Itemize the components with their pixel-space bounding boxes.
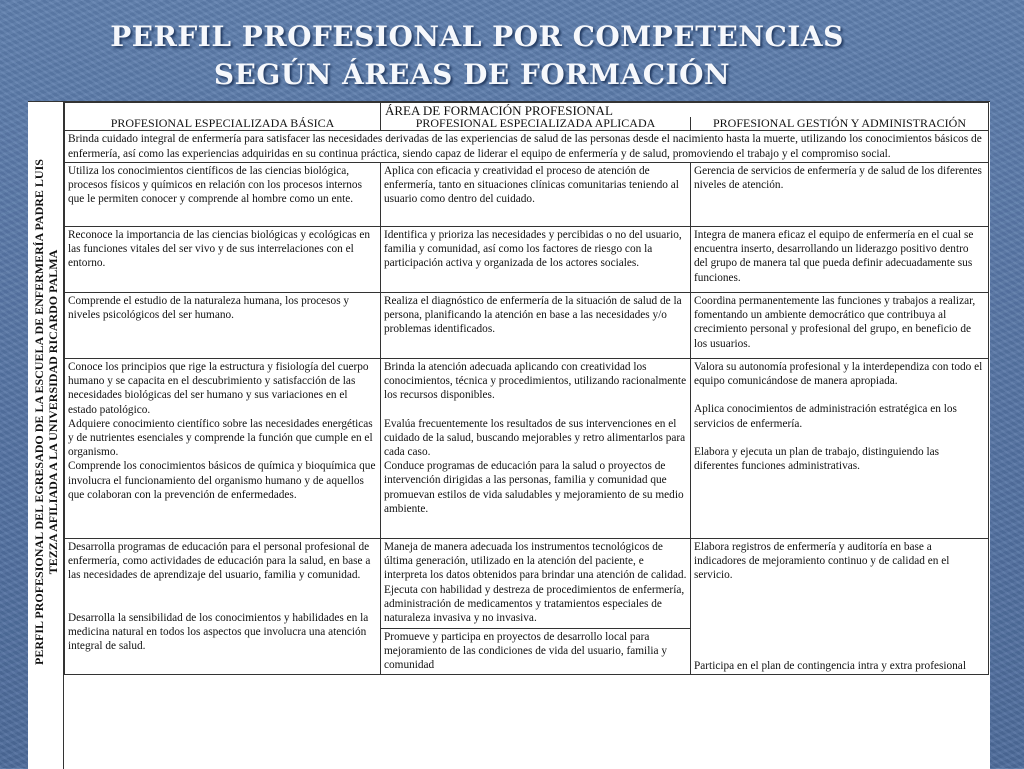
- cell-aplicada: [381, 359, 691, 539]
- competency-table-area: [64, 102, 988, 769]
- area-header-row: [65, 103, 989, 118]
- area-header-text: ÁREA DE FORMACIÓN PROFESIONAL: [385, 103, 613, 118]
- cell-gestion: Integra de manera eficaz el equipo de enfermería en el cual se encuentra inserto, desarrollando un liderazgo positivo dentro del grupo de manera tal que pueda definir adecuadamente sus funciones.: [691, 227, 989, 293]
- cell-text: Elabora y ejecuta un plan de trabajo, distinguiendo las diferentes funciones administrativas.: [694, 445, 940, 473]
- table-row: [65, 359, 989, 539]
- side-label-line-2: TEZZA AFILIADA A LA UNIVERSIDAD RICARDO PALMA: [46, 249, 60, 575]
- cell-aplicada: Promueve y participa en proyectos de desarrollo local para mejoramiento de las condiciones de vida del usuario, familia y comunidad: [381, 628, 691, 674]
- column-header-gestion: PROFESIONAL GESTIÓN Y ADMINISTRACIÓN: [691, 117, 989, 131]
- cell-basica: Comprende el estudio de la naturaleza humana, los procesos y niveles psicológicos del ser humano.: [65, 293, 381, 359]
- cell-text: Brinda la atención adecuada aplicando con creatividad los conocimientos, técnica y procedimientos, utilizando racionalmente los recursos disponibles.: [384, 361, 687, 402]
- slide-title-line-2: SEGÚN ÁREAS DE FORMACIÓN: [213, 58, 731, 91]
- cell-gestion: Gerencia de servicios de enfermería y de salud de los diferentes niveles de atención.: [691, 163, 989, 227]
- cell-text: Desarrolla programas de educación para el personal profesional de enfermería, como actividades de educación para la salud, en base a las necesidades de aprendizaje del usuario, familia y comunidad.: [68, 541, 371, 582]
- competency-table-sheet: [28, 101, 990, 769]
- cell-basica: Reconoce la importancia de las ciencias biológicas y ecológicas en las funciones vitales del ser vivo y de sus interrelaciones con el entorno.: [65, 227, 381, 293]
- column-header-row: [65, 117, 989, 131]
- table-row: [65, 293, 989, 359]
- cell-text: Aplica conocimientos de administración estratégica en los servicios de enfermería.: [694, 403, 957, 430]
- table-row: [65, 163, 989, 227]
- cell-gestion: [691, 539, 989, 675]
- cell-text: Conduce programas de educación para la salud o proyectos de intervención dirigidas a las personas, familia y comunidad que promuevan estilos de vida saludables y mejoramiento de su medio ambiente.: [384, 460, 684, 515]
- intro-text: Brinda cuidado integral de enfermería para satisfacer las necesidades derivadas de las experiencias de salud de las personas desde el nacimiento hasta la muerte, utilizando los conocimientos básicos de enfermería, así como las experiencias adquiridas en su continua práctica, siendo capaz de liderar el equipo de enfermería y de salud, promoviendo el trabajo y el compromiso social.: [65, 131, 989, 163]
- cell-basica: [65, 359, 381, 539]
- cell-text: Adquiere conocimiento científico sobre las necesidades energéticas y de nutrientes esenciales y comprende la función que cumple en el organismo.: [68, 417, 373, 459]
- cell-aplicada: Realiza el diagnóstico de enfermería de la situación de salud de la persona, planificando la atención en base a las necesidades y/o problemas identificados.: [381, 293, 691, 359]
- cell-aplicada: Identifica y prioriza las necesidades y percibidas o no del usuario, familia y comunidad, así como los factores de riesgo con la participación activa y organizada de los actores sociales.: [381, 227, 691, 293]
- side-label-line-1: PERFIL PROFESIONAL DEL EGRESADO DE LA ESCUELA DE ENFERMERÍA PADRE LUIS: [32, 159, 46, 665]
- cell-text: Desarrolla la sensibilidad de los conocimientos y habilidades en la medicina natural en todos los aspectos que involucra una atención integral de salud.: [68, 611, 369, 653]
- column-header-aplicada: PROFESIONAL ESPECIALIZADA APLICADA: [381, 117, 691, 131]
- side-label: [32, 159, 60, 665]
- cell-aplicada: Aplica con eficacia y creatividad el proceso de atención de enfermería, tanto en situaciones clínicas comunitarias teniendo al usuario como dentro del cuidado.: [381, 163, 691, 227]
- table-row: [65, 539, 989, 629]
- cell-text: Evalúa frecuentemente los resultados de sus intervenciones en el cuidado de la salud, buscando mejorables y retro alimentarlos para cada caso.: [384, 417, 686, 459]
- slide-title: [0, 18, 1024, 94]
- cell-text: Maneja de manera adecuada los instrumentos tecnológicos de última generación, utilizado en la atención del paciente, e interpreta los datos obtenidos para brindar una atención de calidad.: [384, 541, 687, 582]
- cell-gestion: Coordina permanentemente las funciones y trabajos a realizar, fomentando un ambiente democrático que contribuya al crecimiento personal y profesional del grupo, en beneficio de los usuarios.: [691, 293, 989, 359]
- cell-text: Elabora registros de enfermería y auditoría en base a indicadores de mejoramiento continuo y de calidad en el servicio.: [694, 541, 950, 582]
- cell-aplicada: [381, 539, 691, 629]
- cell-text: Valora su autonomía profesional y la interdependiza con todo el equipo comunicándose de manera apropiada.: [694, 361, 983, 388]
- cell-text: Conoce los principios que rige la estructura y fisiología del cuerpo humano y se capacita en el descubrimiento y satisfacción de las necesidades biológicas del ser humano y sus variaciones en el estado patológico.: [68, 361, 369, 416]
- cell-text: Comprende los conocimientos básicos de química y bioquímica que involucra el funcionamiento del organismo humano y de aquellos que colaboran con la prevención de enfermedades.: [68, 460, 376, 501]
- area-header: [65, 103, 381, 118]
- competency-table: [64, 102, 989, 675]
- column-header-basica: PROFESIONAL ESPECIALIZADA BÁSICA: [65, 117, 381, 131]
- cell-text: Ejecuta con habilidad y destreza de procedimientos de enfermería, administración de medicamentos y tratamientos especiales de naturaleza invasiva y no invasiva.: [384, 583, 685, 625]
- side-label-column: [28, 102, 64, 769]
- table-row: [65, 227, 989, 293]
- cell-text: Participa en el plan de contingencia intra y extra profesional: [694, 659, 966, 672]
- intro-row: [65, 131, 989, 163]
- cell-basica: [65, 539, 381, 675]
- area-header-cell: [381, 103, 989, 118]
- cell-basica: Utiliza los conocimientos científicos de las ciencias biológica, procesos físicos y químicos en relación con los procesos internos que le permiten conocer y comprende al hombre como un ente.: [65, 163, 381, 227]
- cell-gestion: [691, 359, 989, 539]
- slide-title-line-1: PERFIL PROFESIONAL POR COMPETENCIAS: [110, 20, 844, 53]
